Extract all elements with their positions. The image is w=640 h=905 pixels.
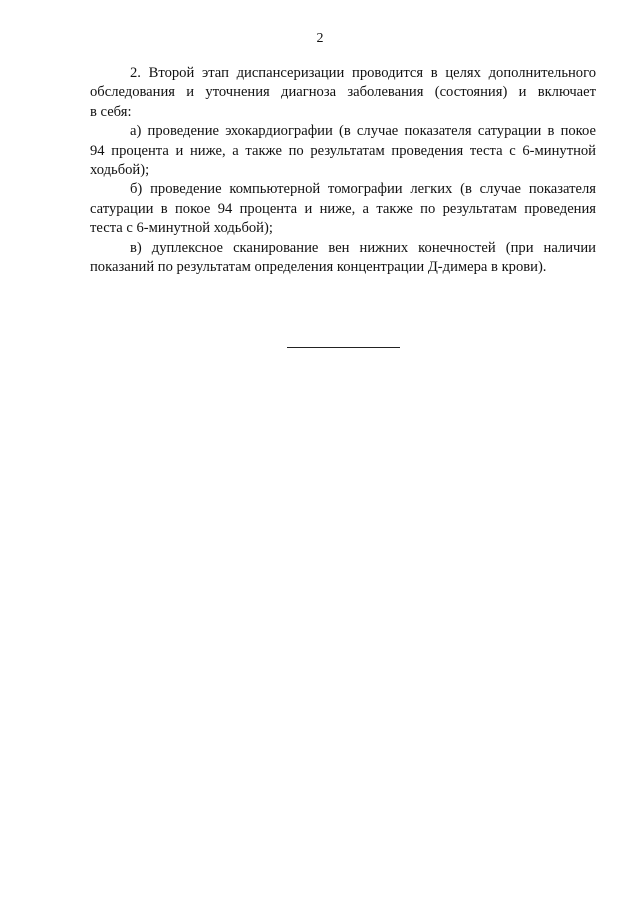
end-separator-line [287, 347, 400, 348]
paragraph-second-stage-intro [90, 64, 596, 122]
paragraph-item-v [90, 239, 596, 278]
text-line: 2. Второй этап диспансеризации проводится в целях дополнительного [130, 65, 596, 81]
page-number: 2 [316, 31, 324, 46]
text-line: 94 процента и ниже, а также по результатам проведения теста с 6-минутной [90, 142, 596, 159]
paragraph-item-b [90, 180, 596, 238]
text-line: в) дуплексное сканирование вен нижних конечностей (при наличии [130, 239, 596, 256]
document-body [90, 64, 596, 277]
paragraph-item-a [90, 122, 596, 180]
text-line: а) проведение эхокардиографии (в случае показателя сатурации в покое [130, 123, 596, 140]
text-line: б) проведение компьютерной томографии легких (в случае показателя [130, 181, 596, 198]
text-line: обследования и уточнения диагноза заболевания (состояния) и включает [90, 84, 596, 101]
text-line: сатурации в покое 94 процента и ниже, а также по результатам проведения [90, 200, 596, 217]
text-line: теста с 6-минутной ходьбой); [90, 220, 273, 237]
text-line: ходьбой); [90, 162, 150, 179]
text-line: показаний по результатам определения концентрации Д-димера в крови). [90, 259, 547, 276]
text-line: в себя: [90, 103, 132, 120]
